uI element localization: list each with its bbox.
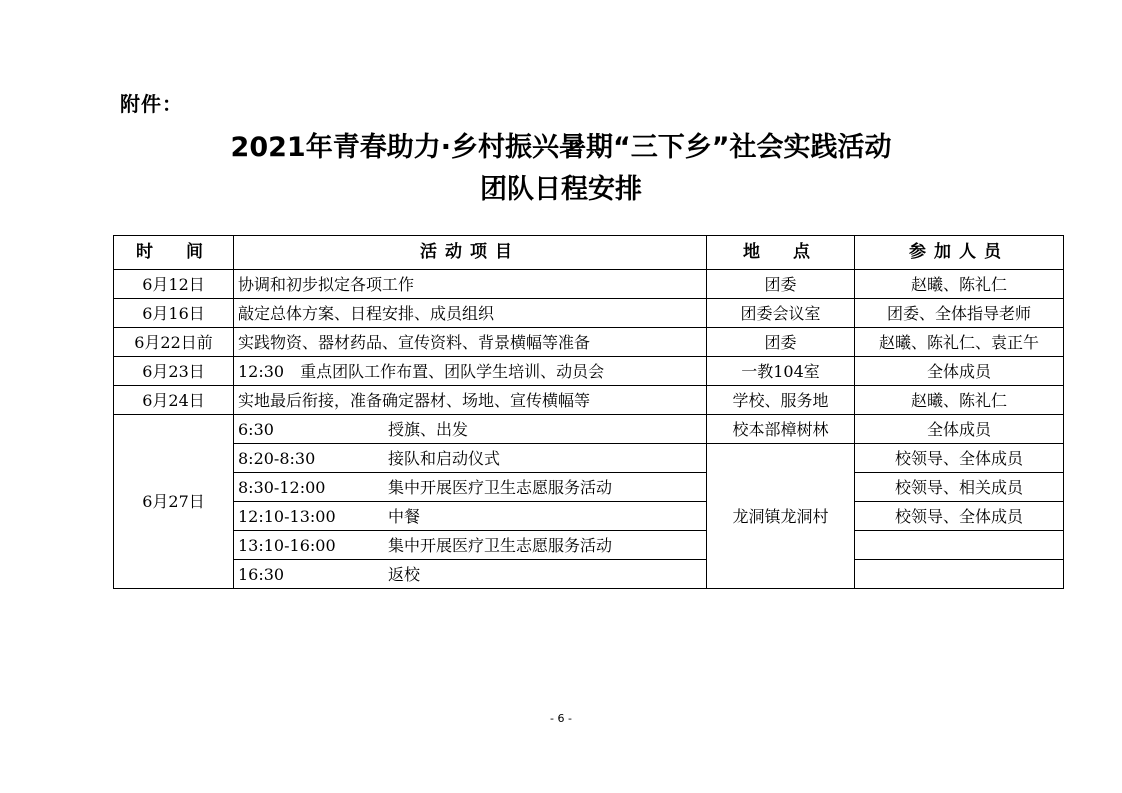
row-date: 6月24日: [114, 386, 234, 415]
row-activity: [234, 444, 707, 473]
table-row: [114, 270, 1064, 299]
row-people: 赵曦、陈礼仁: [855, 270, 1064, 299]
row-people: 赵曦、陈礼仁: [855, 386, 1064, 415]
document-subtitle: 团队日程安排: [480, 174, 642, 205]
header-time: 时 间: [114, 236, 234, 270]
row-people: [855, 560, 1064, 589]
row-date: 6月23日: [114, 357, 234, 386]
row-activity: [234, 473, 707, 502]
row-date: 6月16日: [114, 299, 234, 328]
activity-time: 6:30: [238, 419, 274, 439]
activity-text: 返校: [388, 564, 421, 584]
row-people: 团委、全体指导老师: [855, 299, 1064, 328]
row-people: [855, 531, 1064, 560]
table-row: [114, 444, 1064, 473]
row-place: 团委: [707, 328, 855, 357]
activity-text: 授旗、出发: [388, 419, 469, 439]
header-activity: 活动项目: [234, 236, 707, 270]
row-people: 赵曦、陈礼仁、袁正午: [855, 328, 1064, 357]
row-activity: 12:30 重点团队工作布置、团队学生培训、动员会: [234, 357, 707, 386]
row-date: 6月22日前: [114, 328, 234, 357]
table-row: [114, 357, 1064, 386]
table-row: [114, 560, 1064, 589]
table-row: [114, 473, 1064, 502]
table-header-row: [114, 236, 1064, 270]
activity-time: 16:30: [238, 564, 285, 584]
activity-time: 8:30-12:00: [238, 477, 326, 497]
table-row: [114, 328, 1064, 357]
row-activity: 实地最后衔接，准备确定器材、场地、宣传横幅等: [234, 386, 707, 415]
activity-time: 8:20-8:30: [238, 448, 316, 468]
activity-text: 集中开展医疗卫生志愿服务活动: [388, 535, 613, 555]
row-activity: [234, 502, 707, 531]
row-place: 团委: [707, 270, 855, 299]
activity-time: 12:10-13:00: [238, 506, 336, 526]
row-people: 校领导、全体成员: [855, 502, 1064, 531]
header-people: 参加人员: [855, 236, 1064, 270]
row-people: 校领导、相关成员: [855, 473, 1064, 502]
page-number: - 6 -: [550, 712, 572, 725]
row-activity: [234, 415, 707, 444]
header-place: 地 点: [707, 236, 855, 270]
row-people: 校领导、全体成员: [855, 444, 1064, 473]
row-activity: 协调和初步拟定各项工作: [234, 270, 707, 299]
row-people: 全体成员: [855, 357, 1064, 386]
row-people: 全体成员: [855, 415, 1064, 444]
document-title: 2021年青春助力·乡村振兴暑期“三下乡”社会实践活动: [230, 132, 892, 163]
row-place: 校本部樟树林: [707, 415, 855, 444]
table-row: [114, 415, 1064, 444]
table-row: [114, 531, 1064, 560]
attachment-label: 附件：: [120, 92, 183, 116]
table-row: [114, 299, 1064, 328]
row-date-june27: 6月27日: [114, 415, 234, 589]
table-row: [114, 386, 1064, 415]
row-activity: 敲定总体方案、日程安排、成员组织: [234, 299, 707, 328]
row-place: 团委会议室: [707, 299, 855, 328]
row-place: 学校、服务地: [707, 386, 855, 415]
table-row: [114, 502, 1064, 531]
row-activity: [234, 531, 707, 560]
row-place: 一教104室: [707, 357, 855, 386]
row-place-shared: 龙洞镇龙洞村: [707, 444, 855, 589]
activity-text: 中餐: [388, 506, 421, 526]
activity-text: 接队和启动仪式: [388, 448, 501, 468]
row-date: 6月12日: [114, 270, 234, 299]
row-activity: 实践物资、器材药品、宣传资料、背景横幅等准备: [234, 328, 707, 357]
activity-text: 集中开展医疗卫生志愿服务活动: [388, 477, 613, 497]
activity-time: 13:10-16:00: [238, 535, 336, 555]
row-activity: [234, 560, 707, 589]
schedule-table: [113, 235, 1064, 589]
